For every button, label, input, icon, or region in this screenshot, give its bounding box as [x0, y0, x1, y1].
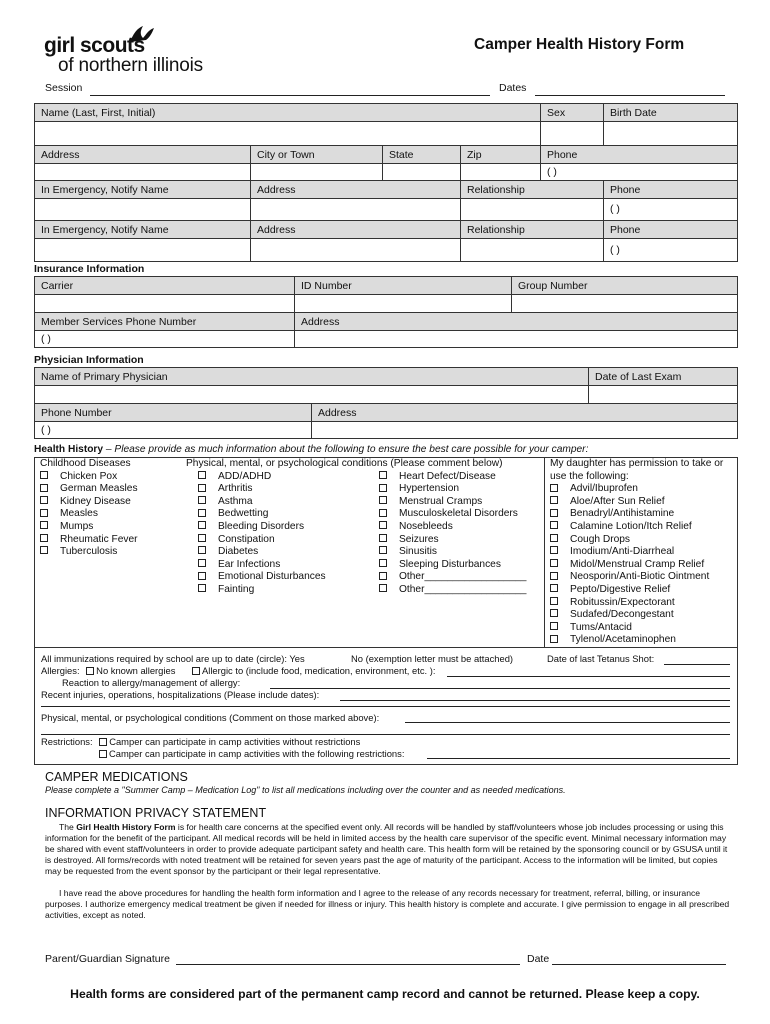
restr1-label: Camper can participate in camp activities without restrictions	[109, 736, 361, 747]
condition-item	[198, 471, 326, 484]
emerg1-phone-paren: ( )	[610, 203, 620, 215]
emerg2-field[interactable]	[34, 238, 251, 262]
no-allergies-label: No known allergies	[96, 665, 176, 676]
medication-permission-checkbox[interactable]	[550, 572, 558, 580]
medication-permission-item	[550, 622, 723, 635]
address-label: Address	[41, 149, 80, 161]
physician-name-label: Name of Primary Physician	[41, 371, 168, 383]
conditions-comment-field[interactable]	[405, 722, 730, 723]
condition-item	[379, 483, 526, 496]
condition-checkbox[interactable]	[379, 534, 387, 542]
health-heading: Health History	[34, 444, 104, 455]
condition-checkbox[interactable]	[198, 584, 206, 592]
signature-date-field[interactable]	[552, 964, 726, 965]
physician-phone-label: Phone Number	[41, 407, 112, 419]
condition-item	[379, 571, 526, 584]
condition-item	[198, 546, 326, 559]
condition-checkbox[interactable]	[198, 509, 206, 517]
medication-permission-item	[550, 546, 723, 559]
member-phone-label: Member Services Phone Number	[41, 316, 197, 328]
group-header	[511, 276, 738, 295]
emerg1-rel-field[interactable]	[460, 198, 604, 221]
medication-permission-label: Benadryl/Antihistamine	[570, 508, 675, 520]
restrictions-field[interactable]	[427, 758, 730, 759]
medication-permission-label: Sudafed/Decongestant	[570, 609, 674, 621]
medication-permission-label: Tums/Antacid	[570, 621, 632, 633]
medication-permission-item	[550, 634, 723, 647]
birth-field[interactable]	[603, 121, 738, 146]
emerg1-header	[34, 180, 251, 199]
medication-permission-checkbox[interactable]	[550, 584, 558, 592]
zip-field[interactable]	[460, 163, 541, 181]
condition-label: Other__________________	[399, 583, 527, 595]
medication-permission-item	[550, 534, 723, 547]
condition-checkbox[interactable]	[379, 509, 387, 517]
medication-permission-label: Robitussin/Expectorant	[570, 596, 675, 608]
condition-item	[198, 496, 326, 509]
condition-checkbox[interactable]	[379, 521, 387, 529]
restr2-checkbox[interactable]	[99, 750, 107, 758]
allergies-line	[41, 665, 435, 676]
emerg2-address-field[interactable]	[250, 238, 461, 262]
conditions-comment-label: Physical, mental, or psychological conditions (Comment on those marked above):	[41, 712, 380, 723]
condition-item	[379, 584, 526, 597]
allergic-to-label: Allergic to (include food, medication, environment, etc. ):	[202, 665, 436, 676]
no-allergies-checkbox[interactable]	[86, 667, 94, 675]
condition-checkbox[interactable]	[379, 484, 387, 492]
form-title: Camper Health History Form	[474, 36, 685, 53]
childhood-title: Childhood Diseases	[40, 458, 131, 469]
reaction-label: Reaction to allergy/management of allergy:	[62, 677, 241, 688]
restr2-line	[99, 748, 404, 759]
emerg1-phone-header	[603, 180, 738, 199]
dates-label: Dates	[499, 82, 527, 94]
condition-checkbox[interactable]	[379, 471, 387, 479]
medication-permission-item	[550, 609, 723, 622]
permission-title-1: My daughter has permission to take or	[550, 458, 724, 469]
childhood-disease-checkbox[interactable]	[40, 521, 48, 529]
condition-checkbox[interactable]	[379, 584, 387, 592]
restr1-checkbox[interactable]	[99, 738, 107, 746]
allergic-to-field[interactable]	[447, 676, 730, 677]
medication-permission-item	[550, 597, 723, 610]
ins-address-label: Address	[301, 316, 340, 328]
signature-label: Parent/Guardian Signature	[45, 953, 170, 965]
condition-label: Menstrual Cramps	[399, 495, 483, 507]
insurance-heading: Insurance Information	[34, 263, 145, 275]
condition-label: Sinusitis	[399, 546, 437, 558]
childhood-disease-item	[40, 521, 138, 534]
city-header	[250, 145, 383, 164]
physician-address-label: Address	[318, 407, 357, 419]
condition-checkbox[interactable]	[198, 534, 206, 542]
physician-phone-field[interactable]	[34, 421, 312, 439]
footer-note: Health forms are considered part of the permanent camp record and cannot be returned. Please keep a copy.	[70, 987, 700, 1001]
childhood-disease-label: German Measles	[60, 483, 138, 495]
condition-label: Musculoskeletal Disorders	[399, 508, 518, 520]
emerg1-rel-header	[460, 180, 604, 199]
medication-permission-checkbox[interactable]	[550, 635, 558, 643]
emerg1-phone-field[interactable]	[603, 198, 738, 221]
condition-item	[198, 483, 326, 496]
member-phone-paren: ( )	[41, 333, 51, 345]
condition-item	[198, 508, 326, 521]
childhood-disease-item	[40, 471, 138, 484]
emerg1-address-header	[250, 180, 461, 199]
name-label: Name (Last, First, Initial)	[41, 107, 156, 119]
childhood-disease-item	[40, 546, 138, 559]
privacy-p1-post: is for health care concerns at the specified event only. All records will be handled by staff/volunteers whose job includes processing or using this information for the benefit of the participant. All medical records will be held in limited access by the health care supervisor of the specific event. Minimal necessary information may be shared with event staff/volunteers in order to provide adequate participant safety and health care. This health form will be retained by the sponsoring council or by GSUSA until it is destroyed. All forms/records with noted treatment will be retained for seven years past the age of maturity of the participant. Access to the information will be limited, but copies may be requested from the event sponsor by the participant or their legal representative.	[45, 822, 728, 876]
condition-item	[379, 496, 526, 509]
condition-label: Bedwetting	[218, 508, 269, 520]
childhood-disease-checkbox[interactable]	[40, 546, 48, 554]
birth-label: Birth Date	[610, 107, 657, 119]
immun-no: No (exemption letter must be attached)	[351, 653, 514, 664]
medication-permission-checkbox[interactable]	[550, 509, 558, 517]
sex-label: Sex	[547, 107, 566, 119]
last-exam-header	[588, 367, 738, 386]
condition-checkbox[interactable]	[198, 484, 206, 492]
carrier-header	[34, 276, 295, 295]
emerg1-field[interactable]	[34, 198, 251, 221]
immun-line: All immunizations required by school are up to date (circle): Yes	[41, 653, 305, 664]
medication-permission-checkbox[interactable]	[550, 597, 558, 605]
member-phone-header	[34, 312, 295, 331]
id-header	[294, 276, 512, 295]
condition-item	[379, 521, 526, 534]
signature-field[interactable]	[176, 964, 520, 965]
medication-permission-checkbox[interactable]	[550, 496, 558, 504]
medication-permission-item	[550, 496, 723, 509]
condition-item	[379, 534, 526, 547]
allergic-to-checkbox[interactable]	[192, 667, 200, 675]
state-label: State	[389, 149, 414, 161]
condition-checkbox[interactable]	[379, 496, 387, 504]
signature-date-label: Date	[527, 953, 550, 965]
medication-permission-label: Imodium/Anti-Diarrheal	[570, 546, 675, 558]
medication-permission-label: Advil/Ibuprofen	[570, 483, 638, 495]
childhood-disease-checkbox[interactable]	[40, 471, 48, 479]
emerg1-address-field[interactable]	[250, 198, 461, 221]
sex-header	[540, 103, 604, 122]
condition-item	[379, 559, 526, 572]
restrictions-line	[41, 736, 360, 747]
permission-column	[550, 458, 723, 647]
group-label: Group Number	[518, 280, 588, 292]
childhood-disease-checkbox[interactable]	[40, 496, 48, 504]
last-exam-field[interactable]	[588, 385, 738, 404]
city-label: City or Town	[257, 149, 315, 161]
physician-name-header	[34, 367, 589, 386]
physician-address-header	[311, 403, 738, 422]
childhood-disease-label: Kidney Disease	[60, 495, 131, 507]
emerg2-phone-field[interactable]	[603, 238, 738, 262]
medication-permission-item	[550, 521, 723, 534]
tetanus-label: Date of last Tetanus Shot:	[547, 653, 655, 664]
privacy-p1-bold: Girl Health History Form	[76, 822, 176, 832]
condition-checkbox[interactable]	[379, 546, 387, 554]
meds-heading: CAMPER MEDICATIONS	[45, 770, 188, 784]
session-label: Session	[45, 82, 83, 94]
meds-text: Please complete a "Summer Camp – Medication Log" to list all medications including over the counter and as needed medications.	[45, 785, 566, 795]
emerg1-phone-label: Phone	[610, 184, 641, 196]
last-exam-label: Date of Last Exam	[595, 371, 682, 383]
conditions-right	[379, 471, 526, 597]
medication-permission-item	[550, 508, 723, 521]
privacy-paragraph-2: I have read the above procedures for handling the health form information and I agree to the release of any records necessary for treatment, referral, billing, or insurance purposes. I authorize emergency medical treatment be given if needed for illness or injury. This health history is complete and accurate. I give permission to engage in all prescribed activities, except as noted.	[45, 888, 730, 920]
medication-permission-item	[550, 483, 723, 496]
childhood-disease-checkbox[interactable]	[40, 484, 48, 492]
condition-label: Other__________________	[399, 571, 527, 583]
condition-label: Emotional Disturbances	[218, 571, 326, 583]
condition-checkbox[interactable]	[198, 546, 206, 554]
physician-phone-header	[34, 403, 312, 422]
city-field[interactable]	[250, 163, 383, 181]
injuries-label: Recent injuries, operations, hospitalizations (Please include dates):	[41, 689, 320, 700]
emerg1-address-label: Address	[257, 184, 296, 196]
health-intro: – Please provide as much information about the following to ensure the best care possible for your camper:	[105, 444, 589, 455]
emerg1-rel-label: Relationship	[467, 184, 525, 196]
condition-label: ADD/ADHD	[218, 470, 272, 482]
condition-label: Seizures	[399, 533, 439, 545]
emerg2-rel-field[interactable]	[460, 238, 604, 262]
session-field[interactable]	[90, 95, 490, 96]
ins-address-field[interactable]	[294, 330, 738, 348]
allergies-label: Allergies:	[41, 665, 80, 676]
medication-permission-checkbox[interactable]	[550, 609, 558, 617]
address-header	[34, 145, 251, 164]
permission-title-2: use the following:	[550, 470, 629, 482]
medication-permission-label: Pepto/Digestive Relief	[570, 583, 671, 595]
tetanus-field[interactable]	[664, 664, 730, 665]
emerg2-header	[34, 220, 251, 239]
privacy-paragraph-1	[45, 822, 733, 877]
condition-item	[198, 584, 326, 597]
ins-address-header	[294, 312, 738, 331]
state-header	[382, 145, 461, 164]
condition-item	[198, 559, 326, 572]
condition-item	[198, 571, 326, 584]
zip-label: Zip	[467, 149, 482, 161]
logo	[44, 26, 214, 76]
medication-permission-label: Aloe/After Sun Relief	[570, 495, 665, 507]
childhood-disease-label: Tuberculosis	[60, 546, 118, 558]
medication-permission-checkbox[interactable]	[550, 546, 558, 554]
condition-label: Nosebleeds	[399, 520, 453, 532]
childhood-disease-label: Rheumatic Fever	[60, 533, 138, 545]
phone-field[interactable]	[540, 163, 738, 181]
condition-item	[198, 521, 326, 534]
condition-item	[379, 471, 526, 484]
phone-paren: ( )	[547, 166, 557, 178]
injuries-field-2[interactable]	[41, 706, 730, 707]
condition-label: Heart Defect/Disease	[399, 470, 496, 482]
restr2-label: Camper can participate in camp activities with the following restrictions:	[109, 748, 405, 759]
physician-heading: Physician Information	[34, 354, 144, 366]
childhood-disease-item	[40, 483, 138, 496]
medication-permission-item	[550, 571, 723, 584]
medication-permission-checkbox[interactable]	[550, 559, 558, 567]
medication-permission-label: Tylenol/Acetaminophen	[570, 634, 676, 646]
childhood-disease-label: Chicken Pox	[60, 470, 118, 482]
childhood-disease-label: Mumps	[60, 520, 94, 532]
condition-label: Ear Infections	[218, 558, 281, 570]
emerg2-phone-header	[603, 220, 738, 239]
physician-address-field[interactable]	[311, 421, 738, 439]
id-label: ID Number	[301, 280, 352, 292]
conditions-comment-field-2[interactable]	[41, 734, 730, 735]
privacy-heading: INFORMATION PRIVACY STATEMENT	[45, 806, 267, 820]
medication-permission-item	[550, 559, 723, 572]
phone-label: Phone	[547, 149, 578, 161]
emerg2-rel-header	[460, 220, 604, 239]
state-field[interactable]	[382, 163, 461, 181]
childhood-disease-label: Measles	[60, 508, 98, 520]
condition-label: Diabetes	[218, 546, 259, 558]
physician-phone-paren: ( )	[41, 424, 51, 436]
dates-field[interactable]	[535, 95, 725, 96]
medication-permission-checkbox[interactable]	[550, 534, 558, 542]
childhood-disease-checkbox[interactable]	[40, 534, 48, 542]
condition-label: Constipation	[218, 533, 275, 545]
medication-permission-checkbox[interactable]	[550, 521, 558, 529]
emerg2-rel-label: Relationship	[467, 224, 525, 236]
condition-checkbox[interactable]	[379, 572, 387, 580]
condition-label: Arthritis	[218, 483, 253, 495]
condition-checkbox[interactable]	[379, 559, 387, 567]
condition-label: Asthma	[218, 495, 253, 507]
condition-item	[379, 546, 526, 559]
medication-permission-label: Cough Drops	[570, 533, 631, 545]
conditions-title: Physical, mental, or psychological conditions (Please comment below)	[186, 458, 503, 469]
carrier-label: Carrier	[41, 280, 74, 292]
childhood-disease-item	[40, 508, 138, 521]
conditions-left	[198, 471, 326, 597]
condition-checkbox[interactable]	[198, 496, 206, 504]
childhood-disease-checkbox[interactable]	[40, 509, 48, 517]
emerg2-phone-paren: ( )	[610, 244, 620, 256]
health-heading-line	[34, 444, 588, 455]
logo-line2: of northern illinois	[58, 55, 203, 76]
zip-header	[460, 145, 541, 164]
divider	[544, 457, 545, 648]
group-field[interactable]	[511, 294, 738, 313]
condition-label: Hypertension	[399, 483, 460, 495]
emerg1-label: In Emergency, Notify Name	[41, 184, 169, 196]
childhood-column	[40, 458, 138, 559]
address-field[interactable]	[34, 163, 251, 181]
emerg2-phone-label: Phone	[610, 224, 641, 236]
condition-label: Sleeping Disturbances	[399, 558, 501, 570]
medication-permission-label: Calamine Lotion/Itch Relief	[570, 520, 692, 532]
birth-header	[603, 103, 738, 122]
condition-item	[198, 534, 326, 547]
condition-checkbox[interactable]	[198, 572, 206, 580]
logo-line1: girl scouts	[44, 34, 145, 57]
medication-permission-label: Neosporin/Anti-Biotic Ointment	[570, 571, 710, 583]
name-header	[34, 103, 541, 122]
emerg2-label: In Emergency, Notify Name	[41, 224, 169, 236]
carrier-field[interactable]	[34, 294, 295, 313]
condition-item	[379, 508, 526, 521]
medication-permission-checkbox[interactable]	[550, 622, 558, 630]
medication-permission-label: Midol/Menstrual Cramp Relief	[570, 558, 705, 570]
sex-field[interactable]	[540, 121, 604, 146]
name-field[interactable]	[34, 121, 541, 146]
condition-label: Fainting	[218, 583, 255, 595]
medication-permission-item	[550, 584, 723, 597]
condition-label: Bleeding Disorders	[218, 520, 305, 532]
injuries-field[interactable]	[340, 700, 730, 701]
privacy-p1-pre: The	[59, 822, 77, 832]
member-phone-field[interactable]	[34, 330, 295, 348]
id-field[interactable]	[294, 294, 512, 313]
physician-name-field[interactable]	[34, 385, 589, 404]
phone-header	[540, 145, 738, 164]
restrictions-label: Restrictions:	[41, 736, 93, 747]
childhood-disease-item	[40, 534, 138, 547]
condition-checkbox[interactable]	[198, 471, 206, 479]
childhood-disease-item	[40, 496, 138, 509]
medication-permission-checkbox[interactable]	[550, 484, 558, 492]
emerg2-address-header	[250, 220, 461, 239]
reaction-field[interactable]	[270, 688, 730, 689]
condition-checkbox[interactable]	[198, 559, 206, 567]
condition-checkbox[interactable]	[198, 521, 206, 529]
emerg2-address-label: Address	[257, 224, 296, 236]
